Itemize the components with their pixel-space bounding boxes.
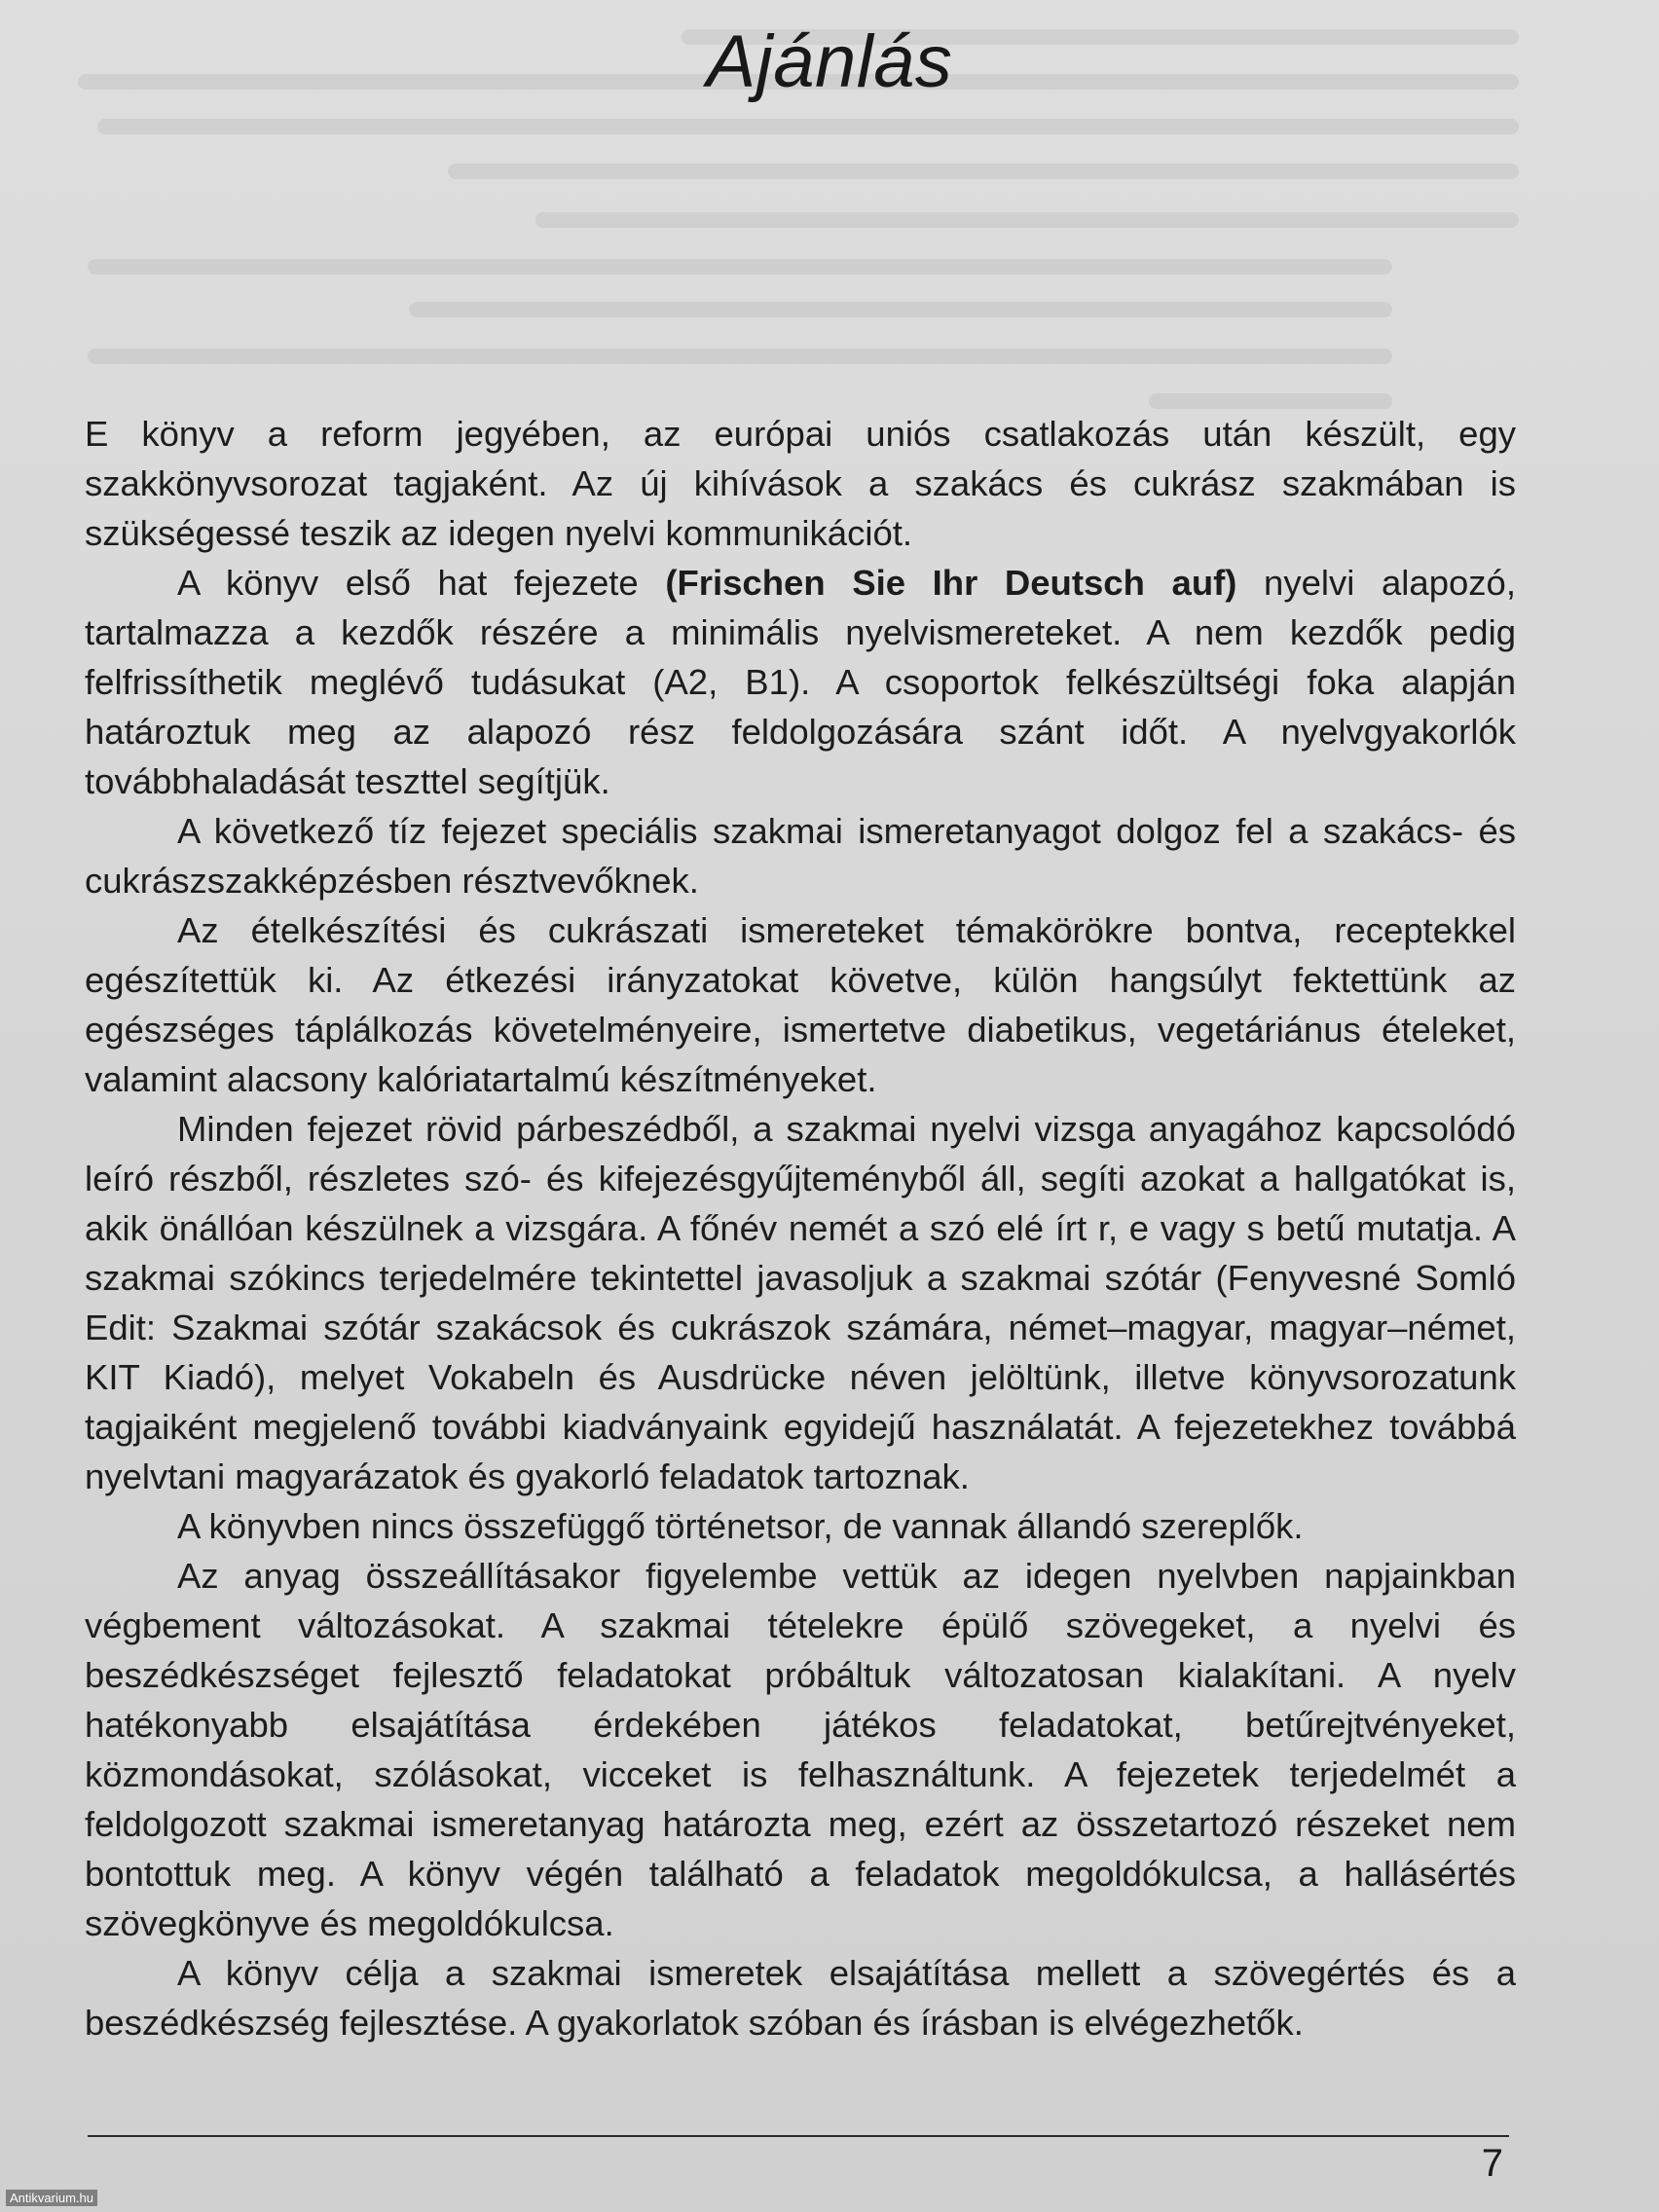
paragraph-3: A következő tíz fejezet speciális szakmai ismeretanyagot dolgoz fel a szakács- és cukrászszakképzésben résztvevőknek. [85,811,1516,901]
paragraph-7: Az anyag összeállításakor figyelembe vettük az idegen nyelvben napjainkban végbement változásokat. A szakmai tételekre épülő szövegeket, a nyelvi és beszédkészséget fejlesztő feladatokat próbáltuk változatosan kialakítani. A nyelv hatékonyabb elsajátítása érdekében játékos feladatokat, betűrejtvényeket, közmondásokat, szólásokat, vicceket is felhasználtunk. A fejezetek terjedelmét a feldolgozott szakmai ismeretanyag határozta meg, ezért az összetartozó részeket nem bontottuk meg. A könyv végén található a feladatok megoldókulcsa, a hallásértés szövegkönyve és megoldókulcsa. [85,1556,1516,1943]
paragraph-2 [85,558,1516,806]
page-title: Ajánlás [706,20,953,103]
paragraph-2-end: nyelvi alapozó, tartalmazza a kezdők részére a minimális nyelvismereteket. A nem kezdők pedig felfrissíthetik meglévő tudásukat (A2, B1). A csoportok felkészültségi foka alapján határoztuk meg az alapozó rész feldolgozására szánt időt. A nyelvgyakorlók továbbhaladását teszttel segítjük. [85,563,1516,801]
paragraph-2-start: A könyv első hat fejezete [177,563,666,603]
paragraph-4: Az ételkészítési és cukrászati ismereteket témakörökre bontva, receptekkel egészítettük ki. Az étkezési irányzatokat követve, külön hangsúlyt fektettünk az egészséges táplálkozás követelményeire, ismertetve diabetikus, vegetáriánus ételeket, valamint alacsony kalóriatartalmú készítményeket. [85,910,1516,1099]
book-section-title: (Frischen Sie Ihr Deutsch auf) [665,563,1237,603]
paragraph-5: Minden fejezet rövid párbeszédből, a szakmai nyelvi vizsga anyagához kapcsolódó leíró részből, részletes szó- és kifejezésgyűjteményből áll, segíti azokat a hallgatókat is, akik önállóan készülnek a vizsgára. A főnév nemét a szó elé írt r, e vagy s betű mutatja. A szakmai szókincs terjedelmére tekintettel javasoljuk a szakmai szótár (Fenyvesné Somló Edit: Szakmai szótár szakácsok és cukrászok számára, német–magyar, magyar–német, KIT Kiadó), melyet Vokabeln és Ausdrücke néven jelöltünk, illetve könyvsorozatunk tagjaiként megjelenő további kiadványaink egyidejű használatát. A fejezetekhez továbbá nyelvtani magyarázatok és gyakorló feladatok tartoznak. [85,1109,1516,1496]
paragraph-6: A könyvben nincs összefüggő történetsor, de vannak állandó szereplők. [177,1506,1304,1546]
watermark-logo: Antikvarium.hu [6,2190,97,2206]
page-number: 7 [1481,2142,1503,2185]
paragraph-1: E könyv a reform jegyében, az európai uniós csatlakozás után készült, egy szakkönyvsorozat tagjaként. Az új kihívások a szakács és cukrász szakmában is szükségessé teszik az idegen nyelvi kommunikációt. [85,414,1516,553]
body-text [85,409,1516,2047]
paragraph-8: A könyv célja a szakmai ismeretek elsajátítása mellett a szövegértés és a beszédkészség fejlesztése. A gyakorlatok szóban és írásban is elvégezhetők. [85,1953,1516,2043]
footer-rule [88,2135,1509,2137]
